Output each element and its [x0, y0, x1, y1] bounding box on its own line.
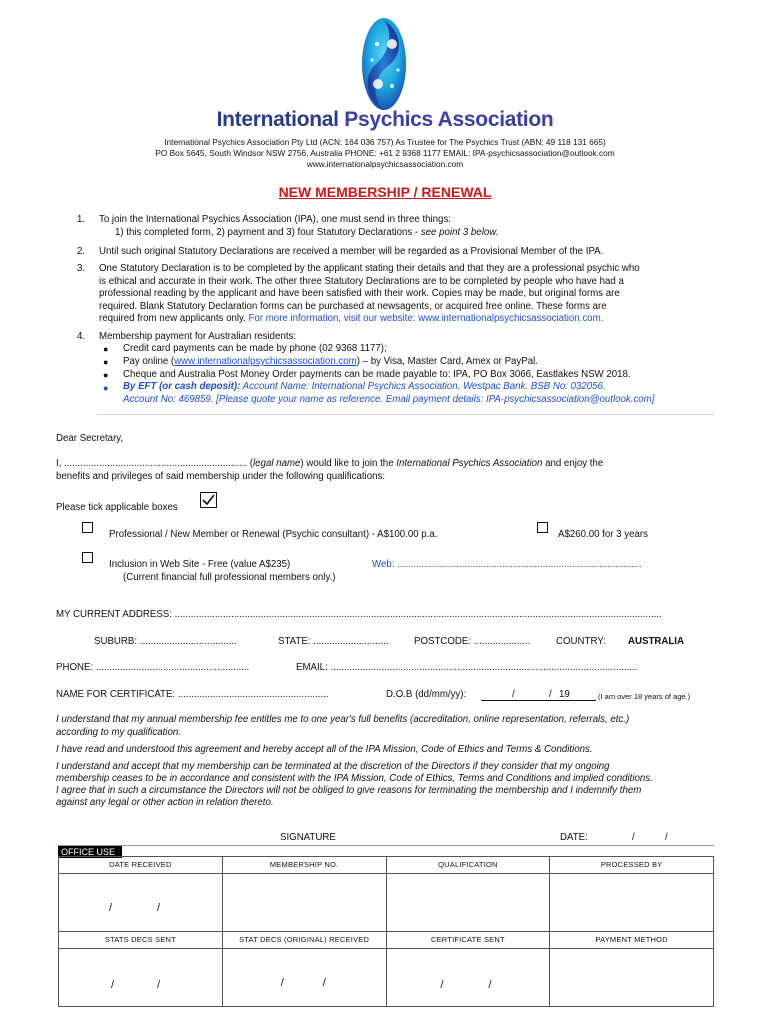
dob-age-note: (I am over 18 years of age.)	[598, 692, 691, 701]
date-slash-2: /	[488, 979, 492, 991]
item-3-line2: is ethical and accurate in their work. The other three Statutory Declarations are to be completed by people who have had a	[99, 275, 624, 287]
office-cell-date-received[interactable]	[59, 874, 223, 932]
state-field[interactable]: STATE: ............................	[278, 636, 389, 647]
date-slash-2: /	[157, 902, 161, 914]
item-number-2: 2.	[77, 246, 86, 257]
item-3-line5-text: required from new applicants only.	[99, 313, 249, 325]
professional-checkbox[interactable]	[82, 522, 93, 533]
office-header-qualification: QUALIFICATION	[386, 857, 550, 874]
country-value: AUSTRALIA	[628, 636, 684, 647]
office-value-row-2	[59, 949, 714, 1007]
tick-prompt: Please tick applicable boxes	[56, 502, 178, 513]
office-header-payment-method: PAYMENT METHOD	[550, 932, 714, 949]
payment-eft-account-no: Account No: 469859. [Please quote your name as reference. Email payment details: IPA-psychicsassociation@outlook.com]	[123, 394, 655, 405]
ipa-name-italic: International Psychics Association	[396, 458, 543, 469]
benefits-line: benefits and privileges of said membership under the following qualifications:	[56, 471, 386, 482]
office-cell-payment-method[interactable]	[550, 949, 714, 1007]
date-slash-1: /	[111, 979, 115, 991]
item-3	[99, 263, 699, 326]
item-3-line1: One Statutory Declaration is to be completed by the applicant stating their details and that they are a professional psychic who	[99, 263, 640, 274]
payment-online-methods: ) – by Visa, Master Card, Amex or PayPal.	[356, 356, 538, 367]
org-name-logo-text	[0, 108, 770, 132]
phone-field[interactable]: PHONE: .........................................................	[56, 662, 250, 673]
postcode-field[interactable]: POSTCODE: .....................	[414, 636, 531, 647]
office-header-row-1	[59, 857, 714, 874]
website-inclusion-checkbox[interactable]	[82, 552, 93, 563]
dob-slash-1: /	[512, 689, 515, 700]
office-cell-qualification[interactable]	[386, 874, 550, 932]
bullet-icon: ●	[103, 383, 109, 393]
professional-option-label: Professional / New Member or Renewal (Psychic consultant) - A$100.00 p.a.	[109, 529, 438, 540]
date-slash-2: /	[665, 832, 668, 843]
office-cell-processed-by[interactable]	[550, 874, 714, 932]
agreement-1-line1: I understand that my annual membership fee entitles me to one year's full benefits (accreditation, online representation, referrals, etc.)	[56, 714, 630, 725]
item-2: Until such original Statutory Declarations are received a member will be regarded as a Provisional Member of the IPA.	[99, 246, 604, 257]
item-3-line5	[99, 313, 699, 326]
website-url-field[interactable]: Web: ...........................................................................................	[372, 559, 643, 570]
item-number-1: 1.	[77, 214, 86, 225]
org-website-line: www.internationalpsychicsassociation.com	[306, 159, 464, 169]
item-number-3: 3.	[77, 263, 86, 274]
page-title: NEW MEMBERSHIP / RENEWAL	[278, 184, 492, 200]
office-cell-membership-no[interactable]	[222, 874, 386, 932]
date-slash-1: /	[440, 979, 444, 991]
legal-name-field[interactable]: I, .................................................................... (	[56, 458, 254, 469]
agreement-3-line1: I understand and accept that my membership can be terminated at the discretion of the Directors if they consider that my ongoing	[56, 761, 610, 772]
item-4-heading: Membership payment for Australian residents:	[99, 331, 297, 342]
legal-name-line	[56, 458, 603, 471]
three-year-option-label: A$260.00 for 3 years	[558, 529, 648, 540]
website-inclusion-label: Inclusion in Web Site - Free (value A$235)	[109, 559, 291, 570]
legal-name-label: legal name	[253, 458, 301, 469]
office-header-stat-decs-received: STAT DECS (ORIGINAL) RECEIVED	[222, 932, 386, 949]
org-name-part2: Psychics Association	[344, 108, 554, 131]
office-use-table	[58, 856, 714, 1007]
email-field[interactable]: EMAIL: ..................................................................................................................	[296, 662, 638, 673]
office-use-label: OFFICE USE	[58, 846, 122, 858]
legal-name-tail: and enjoy the	[542, 458, 604, 469]
dob-slash-2: /	[549, 689, 552, 700]
office-header-stats-decs-sent: STATS DECS SENT	[59, 932, 223, 949]
ipa-logo	[0, 14, 770, 114]
signature-label: SIGNATURE	[280, 832, 336, 843]
date-slash-2: /	[157, 979, 161, 991]
item-1-line2	[99, 227, 699, 240]
office-header-certificate-sent: CERTIFICATE SENT	[386, 932, 550, 949]
date-label: DATE:	[560, 832, 588, 843]
payment-eft	[123, 381, 606, 394]
agreement-3-line4: against any legal or other action in relation thereto.	[56, 797, 274, 808]
section-divider	[97, 414, 715, 415]
dob-underline[interactable]	[481, 700, 596, 701]
office-cell-certificate-sent[interactable]	[386, 949, 550, 1007]
website-inclusion-note: (Current financial full professional members only.)	[123, 572, 336, 583]
agreement-1-line2: according to my qualification.	[56, 727, 181, 738]
bullet-icon: ●	[103, 370, 109, 380]
org-details-line2: PO Box 5645, South Windsor NSW 2756, Australia PHONE: +61 2 9368 1177 EMAIL: IPA-psychicsassociation@outlook.com	[155, 148, 615, 158]
suburb-field[interactable]: SUBURB: ....................................	[94, 636, 237, 647]
dob-label: D.O.B (dd/mm/yy):	[386, 689, 467, 700]
org-name-part1: International	[216, 108, 339, 131]
item-1-line1: To join the International Psychics Association (IPA), one must send in three things:	[99, 214, 451, 225]
org-details-line1: International Psychics Association Pty Ltd (ACN: 164 036 757) As Trustee for The Psychics Trust (ABN: 49 118 131 665)	[164, 137, 606, 147]
item-3-line3: professional reading by the applicant and have been satisfied with their work. Copies may be made, but original forms are	[99, 288, 620, 300]
item-1-line2-italic: see point 3 below.	[420, 226, 499, 238]
payment-online-text: Pay online (	[123, 356, 175, 367]
payment-online-link[interactable]: www.internationalpsychicsassociation.com	[174, 356, 357, 367]
date-slash-2: /	[322, 977, 326, 989]
agreement-3-line2: membership ceases to be in accordance and consistent with the IPA Mission, Code of Ethics, Terms and Conditions and implied conditions.	[56, 773, 653, 784]
item-3-line4: required. Blank Statutory Declaration forms can be purchased at newsagents, or acquired free online. These forms are	[99, 300, 607, 312]
country-label: COUNTRY:	[556, 636, 606, 647]
office-header-membership-no: MEMBERSHIP NO.	[222, 857, 386, 874]
date-slash-1: /	[632, 832, 635, 843]
certificate-name-field[interactable]: NAME FOR CERTIFICATE: ........................................................	[56, 689, 329, 700]
three-year-checkbox[interactable]	[537, 522, 548, 533]
item-1	[99, 214, 699, 239]
date-slash-1: /	[109, 902, 113, 914]
office-header-row-2	[59, 932, 714, 949]
date-slash-1: /	[280, 977, 284, 989]
payment-phone: Credit card payments can be made by phone (02 9368 1177);	[123, 343, 387, 354]
checked-box-icon	[200, 492, 217, 508]
payment-online	[123, 356, 538, 369]
salutation: Dear Secretary,	[56, 433, 124, 444]
logo-emblem-icon	[0, 14, 770, 114]
office-header-processed-by: PROCESSED BY	[550, 857, 714, 874]
item-number-4: 4.	[77, 331, 86, 342]
signature-line[interactable]	[58, 845, 714, 846]
payment-eft-label: By EFT (or cash deposit):	[123, 381, 241, 392]
agreement-2: I have read and understood this agreement and hereby accept all of the IPA Mission, Code of Ethics and Terms & Conditions.	[56, 744, 593, 755]
payment-cheque: Cheque and Australia Post Money Order payments can be made payable to: IPA, PO Box 3066, Eastlakes NSW 2018.	[123, 369, 631, 380]
office-header-date-received: DATE RECEIVED	[59, 857, 223, 874]
address-field[interactable]: MY CURRENT ADDRESS: .....................................................................................................................................................................................	[56, 609, 662, 620]
office-value-row-1	[59, 874, 714, 932]
bullet-icon: ●	[103, 344, 109, 354]
legal-name-text: ) would like to join the	[300, 458, 397, 469]
payment-eft-account: Account Name: International Psychics Association. Westpac Bank. BSB No: 032056.	[240, 381, 606, 392]
item-1-line2-text: 1) this completed form, 2) payment and 3) four Statutory Declarations -	[115, 226, 421, 238]
website-info-link[interactable]: For more information, visit our website: www.internationalpsychicsassociation.com.	[248, 313, 604, 325]
bullet-icon: ●	[103, 357, 109, 367]
agreement-3-line3: I agree that in such a circumstance the Directors will not be obliged to give reasons for terminating the membership and I indemnify them	[56, 785, 642, 796]
dob-year-prefix: 19	[559, 689, 570, 700]
office-cell-stat-decs-received[interactable]	[222, 949, 386, 1007]
office-cell-stats-decs-sent[interactable]	[59, 949, 223, 1007]
